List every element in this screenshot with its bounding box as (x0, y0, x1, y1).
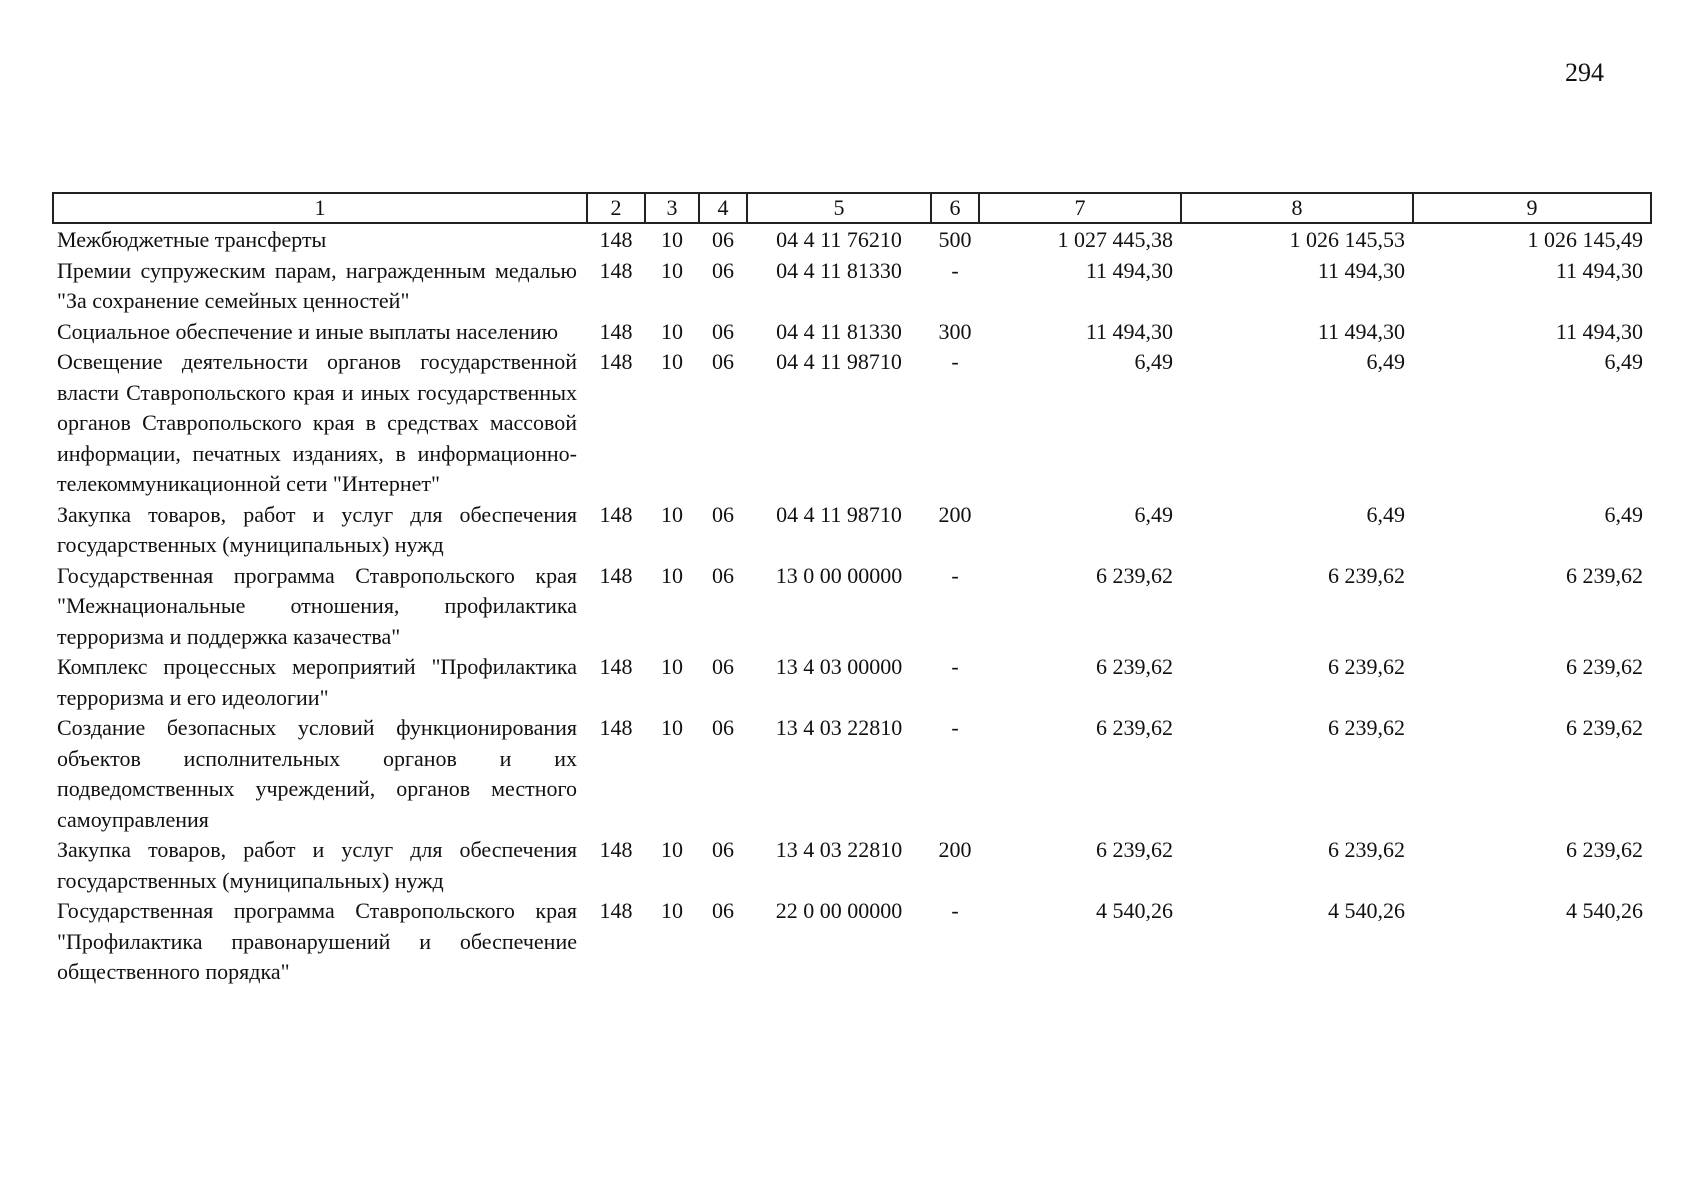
cell-target-code: 13 4 03 22810 (775, 837, 903, 862)
cell-expense-type: - (951, 257, 959, 283)
column-header: 9 (1413, 193, 1651, 223)
column-header: 8 (1181, 193, 1413, 223)
cell-target-code: 13 4 03 00000 (775, 654, 903, 679)
cell-section-code: 10 (661, 257, 683, 283)
table-header-row (53, 193, 1651, 223)
table-row (53, 835, 1651, 896)
cell-amount-8: 6,49 (1366, 349, 1405, 374)
row-name: Освещение деятельности органов государственной власти Ставропольского края и иных государственных органов Ставропольского края в средствах массовой информации, печатных изданиях, в информационно-телекоммуникационной сети "Интернет" (57, 349, 577, 496)
cell-amount-8: 4 540,26 (1328, 898, 1405, 923)
cell-amount-7: 4 540,26 (1096, 898, 1173, 923)
cell-amount-7: 6 239,62 (1096, 837, 1173, 862)
row-name: Закупка товаров, работ и услуг для обеспечения государственных (муниципальных) нужд (57, 501, 577, 557)
cell-amount-8: 6 239,62 (1328, 562, 1405, 588)
cell-target-code: 04 4 11 76210 (776, 227, 902, 252)
cell-target-code: 22 0 00 00000 (775, 898, 903, 923)
cell-expense-type: - (951, 898, 959, 923)
column-header: 7 (979, 193, 1181, 223)
cell-subsection-code: 06 (712, 318, 734, 344)
cell-amount-8: 11 494,30 (1317, 318, 1405, 344)
column-header: 4 (699, 193, 747, 223)
row-name: Комплекс процессных мероприятий "Профилактика терроризма и его идеологии" (57, 654, 577, 710)
cell-section-code: 10 (661, 501, 683, 527)
cell-amount-7: 6,49 (1134, 349, 1173, 374)
cell-target-code: 13 0 00 00000 (775, 562, 903, 588)
cell-expense-type: 300 (938, 318, 972, 344)
cell-ministry-code: 148 (599, 501, 633, 527)
cell-amount-9: 11 494,30 (1555, 318, 1643, 344)
row-name: Межбюджетные трансферты (57, 227, 327, 252)
cell-expense-type: 500 (938, 227, 972, 252)
cell-expense-type: - (951, 654, 959, 679)
cell-amount-7: 6 239,62 (1096, 715, 1173, 740)
cell-amount-9: 4 540,26 (1566, 898, 1643, 923)
cell-amount-7: 6 239,62 (1096, 562, 1173, 588)
cell-target-code: 13 4 03 22810 (775, 715, 903, 740)
cell-target-code: 04 4 11 98710 (776, 501, 902, 527)
row-name: Социальное обеспечение и иные выплаты населению (57, 318, 559, 344)
cell-ministry-code: 148 (599, 654, 633, 679)
cell-subsection-code: 06 (712, 837, 734, 862)
cell-subsection-code: 06 (712, 227, 734, 252)
cell-amount-9: 11 494,30 (1555, 257, 1643, 283)
cell-ministry-code: 148 (599, 837, 633, 862)
cell-amount-9: 6 239,62 (1566, 715, 1643, 740)
table-row (53, 713, 1651, 835)
cell-amount-8: 11 494,30 (1317, 257, 1405, 283)
page-number: 294 (1565, 58, 1604, 87)
table-row (53, 500, 1651, 561)
cell-amount-8: 6 239,62 (1328, 654, 1405, 679)
cell-section-code: 10 (661, 837, 683, 862)
row-name: Премии супружеским парам, награжденным медалью "За сохранение семейных ценностей" (57, 257, 577, 313)
row-name: Создание безопасных условий функционирования объектов исполнительных органов и их подведомственных учреждений, органов местного самоуправления (57, 715, 577, 832)
cell-expense-type: - (951, 562, 959, 588)
cell-amount-9: 6 239,62 (1566, 837, 1643, 862)
cell-subsection-code: 06 (712, 501, 734, 527)
table-row (53, 223, 1651, 256)
column-header: 6 (931, 193, 979, 223)
cell-amount-9: 6 239,62 (1566, 654, 1643, 679)
cell-amount-7: 1 027 445,38 (1057, 227, 1173, 252)
cell-section-code: 10 (661, 349, 683, 374)
table-row (53, 317, 1651, 348)
cell-target-code: 04 4 11 81330 (776, 318, 902, 344)
cell-subsection-code: 06 (712, 898, 734, 923)
column-header: 1 (53, 193, 587, 223)
cell-amount-9: 1 026 145,49 (1527, 227, 1643, 252)
cell-ministry-code: 148 (599, 318, 633, 344)
cell-ministry-code: 148 (599, 562, 633, 588)
cell-subsection-code: 06 (712, 654, 734, 679)
row-name: Государственная программа Ставропольского края "Профилактика правонарушений и обеспечение общественного порядка" (57, 898, 577, 984)
cell-ministry-code: 148 (599, 349, 633, 374)
cell-amount-7: 11 494,30 (1085, 318, 1173, 344)
column-header: 5 (747, 193, 931, 223)
budget-table (52, 192, 1652, 988)
cell-section-code: 10 (661, 654, 683, 679)
cell-amount-8: 6 239,62 (1328, 715, 1405, 740)
cell-section-code: 10 (661, 715, 683, 740)
row-name: Государственная программа Ставропольского края "Межнациональные отношения, профилактика терроризма и поддержка казачества" (57, 562, 577, 649)
cell-subsection-code: 06 (712, 349, 734, 374)
cell-section-code: 10 (661, 318, 683, 344)
cell-section-code: 10 (661, 227, 683, 252)
cell-target-code: 04 4 11 81330 (776, 257, 902, 283)
cell-amount-7: 11 494,30 (1085, 257, 1173, 283)
cell-amount-9: 6,49 (1604, 501, 1643, 527)
cell-subsection-code: 06 (712, 715, 734, 740)
table-row (53, 347, 1651, 500)
table-row (53, 652, 1651, 713)
cell-expense-type: 200 (938, 501, 972, 527)
cell-amount-8: 6 239,62 (1328, 837, 1405, 862)
row-name: Закупка товаров, работ и услуг для обеспечения государственных (муниципальных) нужд (57, 837, 577, 893)
cell-section-code: 10 (661, 562, 683, 588)
cell-ministry-code: 148 (599, 898, 633, 923)
cell-amount-7: 6,49 (1134, 501, 1173, 527)
table-row (53, 256, 1651, 317)
cell-expense-type: - (951, 715, 959, 740)
cell-expense-type: 200 (938, 837, 972, 862)
cell-subsection-code: 06 (712, 562, 734, 588)
table-row (53, 896, 1651, 988)
cell-ministry-code: 148 (599, 715, 633, 740)
cell-amount-9: 6 239,62 (1566, 562, 1643, 588)
cell-amount-8: 1 026 145,53 (1289, 227, 1405, 252)
cell-ministry-code: 148 (599, 257, 633, 283)
cell-section-code: 10 (661, 898, 683, 923)
table-row (53, 561, 1651, 653)
cell-amount-9: 6,49 (1604, 349, 1643, 374)
column-header: 2 (587, 193, 645, 223)
cell-expense-type: - (951, 349, 959, 374)
cell-ministry-code: 148 (599, 227, 633, 252)
cell-amount-8: 6,49 (1366, 501, 1405, 527)
column-header: 3 (645, 193, 699, 223)
cell-subsection-code: 06 (712, 257, 734, 283)
cell-amount-7: 6 239,62 (1096, 654, 1173, 679)
cell-target-code: 04 4 11 98710 (776, 349, 902, 374)
